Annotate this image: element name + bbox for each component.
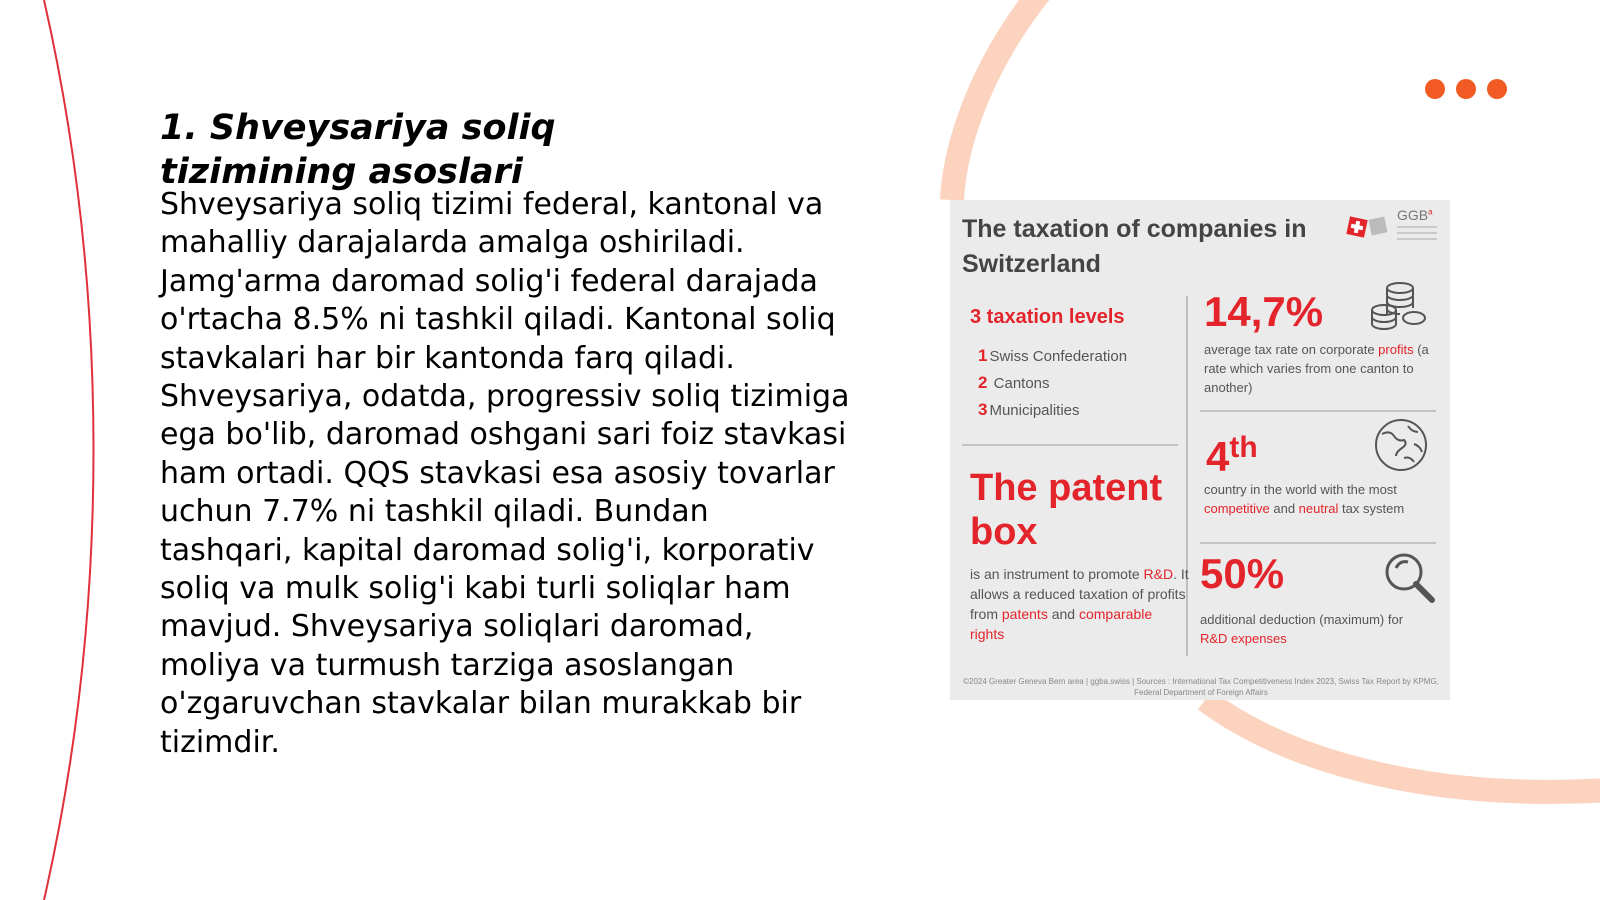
divider-right-2 (1200, 542, 1436, 544)
ranking-value: 4th (1206, 431, 1258, 480)
level-number: 1 (978, 346, 988, 365)
level-number: 3 (978, 400, 988, 419)
level-item (978, 400, 1080, 420)
logo-sup: a (1428, 207, 1433, 217)
level-number: 2 (978, 373, 988, 392)
divider-right-1 (1200, 410, 1436, 412)
level-label: Municipalities (989, 402, 1080, 419)
side-arc-line (44, 0, 94, 900)
orange-ring-lower (1205, 700, 1600, 792)
level-item (978, 373, 1050, 393)
slide-title: 1. Shveysariya soliq tizimining asoslari (160, 108, 556, 192)
infographic-footnote: ©2024 Greater Geneva Bern area | ggba.swiss | Sources : International Tax Competitiveness Index 2023, Swiss Tax Report by KPMG, Federal Department of Foreign Affairs (963, 677, 1439, 697)
tax-rate-description: average tax rate on corporate profits (a rate which varies from one canton to another) (1204, 342, 1429, 395)
slide-body-text: Shveysariya soliq tizimi federal, kantonal va mahalliy darajalarda amalga oshiriladi. Jamg'arma daromad solig'i federal darajada o'rtacha 8.5% ni tashkil qiladi. Kantonal soliq stavkalari har bir kantonda farq qiladi. Shveysariya, odatda, progressiv soliq tizimiga ega bo'lib, daromad oshgani sari foiz stavkasi ham ortadi. QQS stavkasi esa asosiy tovarlar uchun 7.7% ni tashkil qiladi. Bundan tashqari, kapital daromad solig'i, korporativ soliq va mulk solig'i kabi turli soliqlar ham mavjud. Shveysariya soliqlari daromad, moliya va turmush tarziga asoslangan o'zgaruvchan stavkalar bilan murakkab bir tizimdir. (160, 187, 850, 760)
level-label: Cantons (993, 375, 1050, 392)
ranking-description: country in the world with the most competitive and neutral tax system (1204, 482, 1405, 516)
swiss-cross-logo-icon (1344, 210, 1394, 246)
dots-decoration (1425, 79, 1507, 99)
deduction-description: additional deduction (maximum) for R&D expenses (1200, 612, 1404, 646)
tax-rate-value: 14,7% (1204, 288, 1324, 335)
infographic-title: The taxation of companies in Switzerland (962, 215, 1307, 278)
orange-dot (1456, 79, 1476, 99)
patent-box-heading: The patent box (970, 467, 1163, 553)
orange-dot (1487, 79, 1507, 99)
patent-box-description: is an instrument to promote R&D. It allows a reduced taxation of profits from patents and comparable rights (970, 566, 1189, 642)
levels-heading: 3 taxation levels (970, 306, 1125, 328)
logo-text: GGB (1397, 207, 1429, 223)
globe-icon (1374, 418, 1428, 472)
orange-dot (1425, 79, 1445, 99)
deduction-value: 50% (1200, 550, 1285, 597)
logo-subtext-lines (1397, 226, 1437, 246)
coins-icon (1370, 280, 1428, 332)
orange-ring-upper (952, 0, 1042, 200)
infographic-image (950, 200, 1450, 700)
level-label: Swiss Confederation (989, 348, 1128, 365)
magnifier-icon (1382, 550, 1438, 606)
ggba-logo (1397, 207, 1433, 223)
divider-left (962, 444, 1178, 446)
level-item (978, 346, 1127, 366)
